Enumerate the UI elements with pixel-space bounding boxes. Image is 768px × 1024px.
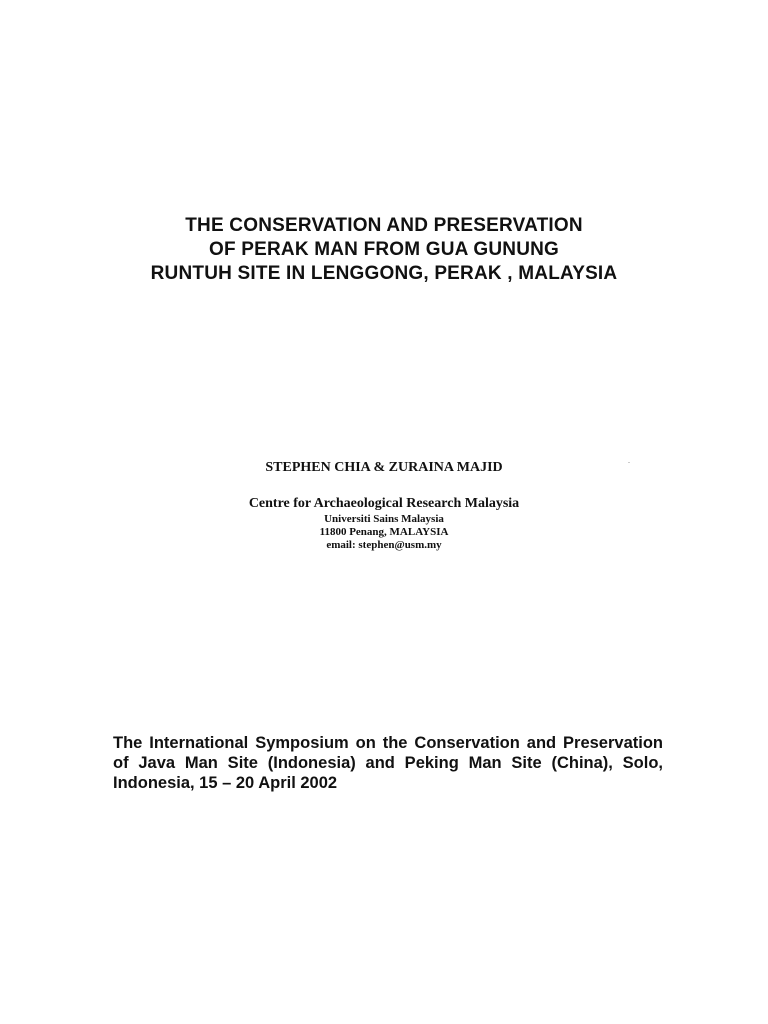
affiliation-centre: Centre for Archaeological Research Malaysia <box>248 496 520 511</box>
title-line-2: OF PERAK MAN FROM GUA GUNUNG <box>208 239 560 260</box>
affiliation-email: email: stephen@usm.my <box>326 539 442 551</box>
affiliation-university: Universiti Sains Malaysia <box>324 513 444 525</box>
affiliation-block <box>0 495 768 552</box>
title-line-1: THE CONSERVATION AND PRESERVATION <box>185 215 583 236</box>
symposium-note: The International Symposium on the Conservation and Preservation of Java Man Site (Indonesia) and Peking Man Site (China), Solo, Indonesia, 15 – 20 April 2002 <box>113 734 663 792</box>
scan-speck <box>628 462 630 463</box>
paper-title <box>0 214 768 286</box>
title-line-3: RUNTUH SITE IN LENGGONG, PERAK , MALAYSIA <box>150 263 618 284</box>
affiliation-address: 11800 Penang, MALAYSIA <box>319 526 449 538</box>
authors: STEPHEN CHIA & ZURAINA MAJID <box>265 460 503 475</box>
